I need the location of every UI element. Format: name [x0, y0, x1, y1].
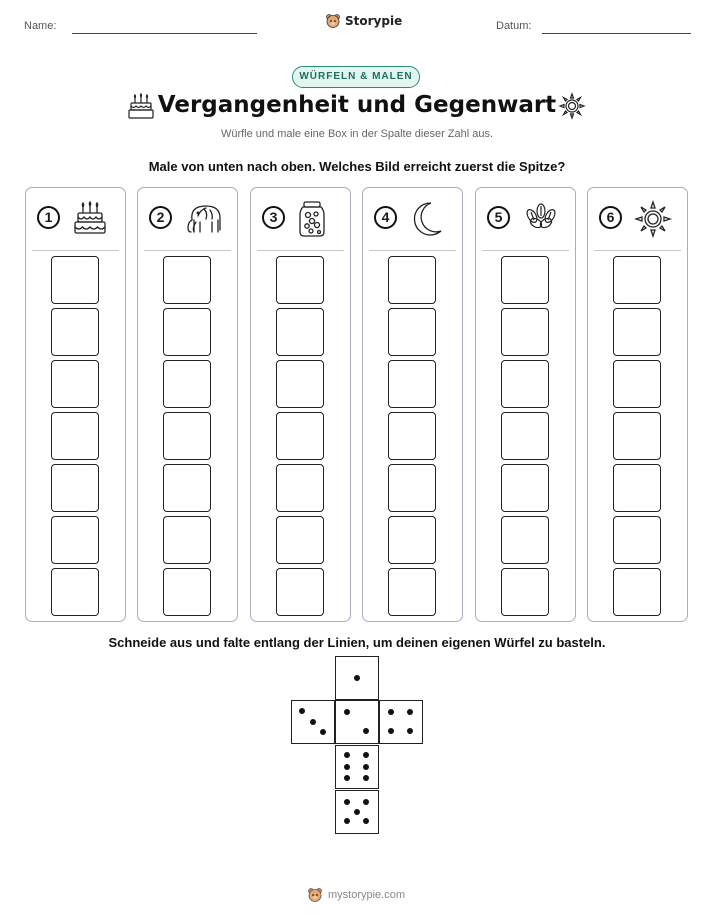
color-box[interactable]: [501, 516, 549, 564]
color-box[interactable]: [51, 256, 99, 304]
mammoth-icon: [184, 200, 226, 241]
color-box[interactable]: [163, 360, 211, 408]
color-box[interactable]: [501, 464, 549, 512]
color-box[interactable]: [501, 256, 549, 304]
column-header: [476, 198, 575, 244]
die-pip: [299, 708, 305, 714]
column-divider: [482, 250, 569, 251]
color-box[interactable]: [276, 516, 324, 564]
color-box[interactable]: [388, 412, 436, 460]
die-pip: [388, 728, 394, 734]
color-box[interactable]: [613, 568, 661, 616]
dice-column-6: [587, 187, 688, 622]
column-header: [251, 198, 350, 244]
color-box[interactable]: [613, 308, 661, 356]
die-pip: [388, 709, 394, 715]
column-divider: [369, 250, 456, 251]
color-box[interactable]: [276, 360, 324, 408]
dice-column-1: [25, 187, 126, 622]
column-number: 5: [487, 206, 510, 229]
die-pip: [363, 752, 369, 758]
die-pip: [344, 818, 350, 824]
sun-icon: [558, 92, 586, 120]
dice-column-5: [475, 187, 576, 622]
die-pip: [363, 764, 369, 770]
color-box[interactable]: [163, 412, 211, 460]
subtitle: Würfle und male eine Box in der Spalte dieser Zahl aus.: [220, 128, 494, 140]
color-box[interactable]: [51, 308, 99, 356]
sun-icon: [634, 200, 672, 243]
color-box[interactable]: [613, 360, 661, 408]
color-box[interactable]: [613, 516, 661, 564]
color-box[interactable]: [276, 464, 324, 512]
name-label: Name:: [24, 20, 57, 32]
color-box[interactable]: [276, 412, 324, 460]
column-number: 6: [599, 206, 622, 229]
column-divider: [32, 250, 119, 251]
seeds-icon: [522, 200, 560, 237]
column-number: 4: [374, 206, 397, 229]
brand-name: Storypie: [345, 14, 403, 28]
footer-url[interactable]: mystorypie.com: [328, 889, 406, 901]
column-header: [138, 198, 237, 244]
die-pip: [363, 818, 369, 824]
die-pip: [344, 799, 350, 805]
column-header: [588, 198, 687, 244]
dice-column-4: [362, 187, 463, 622]
date-label: Datum:: [496, 20, 532, 32]
color-box[interactable]: [51, 412, 99, 460]
color-box[interactable]: [276, 256, 324, 304]
die-face-5: [335, 790, 379, 834]
die-pip: [363, 728, 369, 734]
die-face-6: [335, 745, 379, 789]
color-box[interactable]: [613, 412, 661, 460]
color-box[interactable]: [51, 568, 99, 616]
die-face-4: [379, 700, 423, 744]
color-box[interactable]: [276, 308, 324, 356]
color-box[interactable]: [163, 516, 211, 564]
bear-mascot-icon: [325, 13, 341, 29]
color-box[interactable]: [501, 412, 549, 460]
crescent-moon-icon: [409, 200, 445, 243]
die-pip: [344, 752, 350, 758]
column-divider: [144, 250, 231, 251]
color-box[interactable]: [501, 360, 549, 408]
die-pip: [407, 728, 413, 734]
color-box[interactable]: [388, 256, 436, 304]
die-face-3: [291, 700, 335, 744]
instruction: Male von unten nach oben. Welches Bild erreicht zuerst die Spitze?: [148, 159, 566, 174]
color-box[interactable]: [613, 256, 661, 304]
color-box[interactable]: [501, 568, 549, 616]
jar-icon: [297, 200, 327, 243]
color-box[interactable]: [51, 464, 99, 512]
birthday-cake-icon: [72, 200, 108, 241]
color-box[interactable]: [388, 568, 436, 616]
color-box[interactable]: [388, 360, 436, 408]
name-line[interactable]: [72, 33, 257, 34]
color-box[interactable]: [51, 516, 99, 564]
die-pip: [363, 799, 369, 805]
brand-logo: [325, 13, 402, 29]
color-box[interactable]: [388, 308, 436, 356]
die-pip: [354, 675, 360, 681]
die-face-2: [335, 700, 379, 744]
column-number: 2: [149, 206, 172, 229]
dice-column-2: [137, 187, 238, 622]
bear-mascot-icon: [307, 887, 323, 903]
die-pip: [354, 809, 360, 815]
color-box[interactable]: [163, 308, 211, 356]
color-box[interactable]: [501, 308, 549, 356]
page-title: Vergangenheit und Gegenwart: [157, 92, 557, 118]
color-box[interactable]: [388, 516, 436, 564]
color-box[interactable]: [388, 464, 436, 512]
color-box[interactable]: [51, 360, 99, 408]
die-pip: [344, 709, 350, 715]
cut-instruction: Schneide aus und falte entlang der Linien, um deinen eigenen Würfel zu basteln.: [108, 635, 606, 650]
die-pip: [310, 719, 316, 725]
date-line[interactable]: [542, 33, 691, 34]
color-box[interactable]: [163, 256, 211, 304]
die-pip: [407, 709, 413, 715]
color-box[interactable]: [613, 464, 661, 512]
column-divider: [257, 250, 344, 251]
color-box[interactable]: [276, 568, 324, 616]
die-pip: [320, 729, 326, 735]
color-box[interactable]: [163, 568, 211, 616]
die-pip: [344, 775, 350, 781]
die-pip: [363, 775, 369, 781]
dice-column-3: [250, 187, 351, 622]
column-header: [363, 198, 462, 244]
die-face-1: [335, 656, 379, 700]
column-number: 1: [37, 206, 60, 229]
activity-badge: WÜRFELN & MALEN: [292, 66, 420, 88]
column-number: 3: [262, 206, 285, 229]
die-pip: [344, 764, 350, 770]
color-box[interactable]: [163, 464, 211, 512]
footer: [307, 887, 405, 903]
column-divider: [594, 250, 681, 251]
column-header: [26, 198, 125, 244]
